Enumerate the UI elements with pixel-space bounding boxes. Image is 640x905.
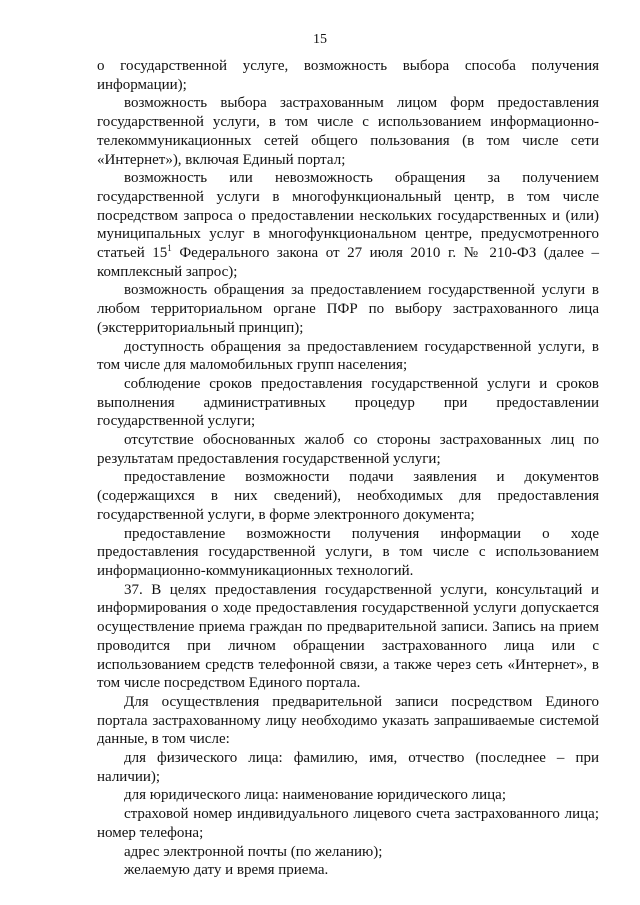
document-body: [97, 57, 599, 880]
paragraph-accessibility: доступность обращения за предоставлением государственной услуги, в том числе для маломобильных групп населения;: [97, 338, 599, 374]
paragraph-no-complaints: отсутствие обоснованных жалоб со стороны застрахованных лиц по результатам предоставления государственной услуги;: [97, 432, 599, 467]
paragraph-progress-info: предоставление возможности получения информации о ходе предоставления государственной услуги, в том числе с использованием информационно-коммуникационных технологий.: [97, 525, 599, 579]
paragraph-mfc-access-tail: Федерального закона от 27 июля 2010 г. № 210-ФЗ (далее – комплексный запрос);: [97, 245, 599, 280]
paragraph-electronic-submission: предоставление возможности подачи заявления и документов (содержащихся в них сведений), необходимых для предоставления государственной услуги, в форме электронного документа;: [97, 469, 599, 523]
page-number: 15: [313, 32, 327, 47]
list-item-legal-entity: для юридического лица: наименование юридического лица;: [124, 787, 507, 804]
list-item-snils-phone: страховой номер индивидуального лицевого счета застрахованного лица; номер телефона;: [97, 806, 599, 841]
paragraph-preregistration: Для осуществления предварительной записи посредством Единого портала застрахованному лицу необходимо указать запрашиваемые системой данные, в том числе:: [97, 693, 599, 748]
paragraph-deadlines: соблюдение сроков предоставления государственной услуги и сроков выполнения административных процедур при предоставлении государственной услуги;: [97, 375, 599, 430]
list-item-individual: для физического лица: фамилию, имя, отчество (последнее – при наличии);: [97, 750, 599, 785]
list-item-email: адрес электронной почты (по желанию);: [124, 843, 383, 860]
list-item-date-time: желаемую дату и время приема.: [124, 862, 329, 879]
paragraph-item-37: 37. В целях предоставления государственной услуги, консультаций и информирования о ходе предоставления государственной услуги допускается осуществление приема граждан по предварительной записи. Запись на прием проводится при личном обращении застрахованного лица или с использованием средств телефонной связи, а также через сеть «Интернет», в том числе посредством Единого портала.: [97, 581, 599, 692]
paragraph-service-info-choice: о государственной услуге, возможность выбора способа получения информации);: [97, 58, 599, 93]
paragraph-extraterritorial: возможность обращения за предоставлением государственной услуги в любом территориальном органе ПФР по выбору застрахованного лица (экстерриториальный принцип);: [97, 282, 599, 336]
footnote-mark: 1: [167, 243, 172, 254]
paragraph-mfc-access-text: возможность или невозможность обращения за получением государственной услуги в многофункциональный центр, в том числе посредством запроса о предоставлении нескольких государственных и (или) муниципальных услуг в многофункциональном центре, предусмотренного статьей 15: [97, 170, 599, 262]
paragraph-form-choice: возможность выбора застрахованным лицом форм предоставления государственной услуги, в том числе с использованием информационно-телекоммуникационных сетей общего пользования (в том числе сети «Интернет»), включая Единый портал;: [97, 95, 599, 168]
paragraph-mfc-access: [97, 169, 599, 281]
